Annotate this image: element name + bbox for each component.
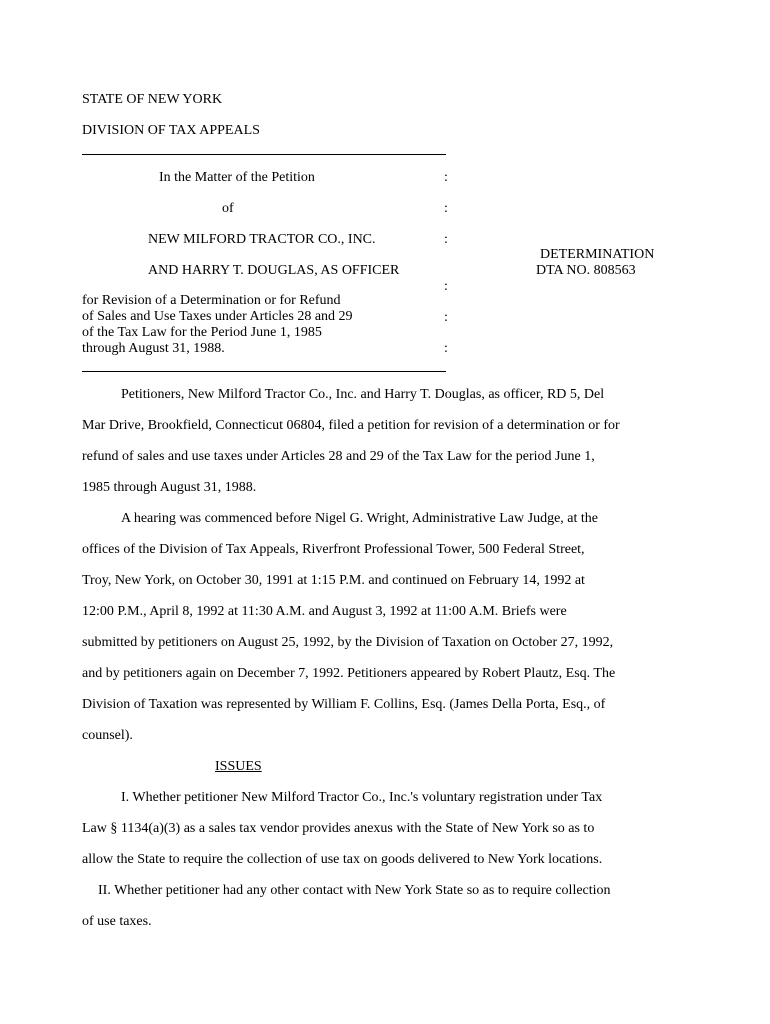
state-heading: STATE OF NEW YORK [82,92,223,107]
division-heading: DIVISION OF TAX APPEALS [82,123,260,138]
caption-petitioner-officer: AND HARRY T. DOUGLAS, AS OFFICER [148,263,400,278]
body-line: Troy, New York, on October 30, 1991 at 1:15 P.M. and continued on February 14, 1992 at [82,573,585,588]
body-line: Division of Taxation was represented by William F. Collins, Esq. (James Della Porta, Esq., of [82,697,606,712]
body-line: counsel). [82,728,133,743]
issue-line: I. Whether petitioner New Milford Tractor Co., Inc.'s voluntary registration under Tax [121,790,603,805]
caption-purpose [82,293,353,357]
caption-colon: : [444,170,448,185]
caption-purpose-line: of the Tax Law for the Period June 1, 1985 [82,325,322,340]
issue-line: of use taxes. [82,914,152,929]
caption-top-rule [82,154,446,155]
caption-petitioner-company: NEW MILFORD TRACTOR CO., INC. [148,232,376,247]
caption-colon: : [444,341,448,356]
body-line: 1985 through August 31, 1988. [82,480,257,495]
caption-colon: : [444,279,448,294]
caption-purpose-line: of Sales and Use Taxes under Articles 28 and 29 [82,309,353,324]
body-line: and by petitioners again on December 7, 1992. Petitioners appeared by Robert Plautz, Esq. The [82,666,616,681]
issues-heading: ISSUES [215,759,262,774]
caption-matter: In the Matter of the Petition [159,170,315,185]
caption-purpose-line: through August 31, 1988. [82,341,225,356]
caption-bottom-rule [82,371,446,372]
issue-line: Law § 1134(a)(3) as a sales tax vendor provides anexus with the State of New York so as to [82,821,595,836]
body-line: Mar Drive, Brookfield, Connecticut 06804, filed a petition for revision of a determination or for [82,418,620,433]
body-line: submitted by petitioners on August 25, 1992, by the Division of Taxation on October 27, 1992, [82,635,614,650]
caption-colon: : [444,310,448,325]
caption-of: of [222,201,234,216]
determination-title: DETERMINATION [540,247,655,262]
issue-line: allow the State to require the collection of use tax on goods delivered to New York locations. [82,852,603,867]
determination-number: DTA NO. 808563 [536,263,636,278]
body-line: offices of the Division of Tax Appeals, Riverfront Professional Tower, 500 Federal Street, [82,542,585,557]
issue-line: II. Whether petitioner had any other contact with New York State so as to require collection [98,883,611,898]
body-line: A hearing was commenced before Nigel G. Wright, Administrative Law Judge, at the [121,511,598,526]
body-line: refund of sales and use taxes under Articles 28 and 29 of the Tax Law for the period June 1, [82,449,595,464]
caption-purpose-line: for Revision of a Determination or for Refund [82,293,341,308]
caption-colon: : [444,201,448,216]
body-line: 12:00 P.M., April 8, 1992 at 11:30 A.M. and August 3, 1992 at 11:00 A.M. Briefs were [82,604,567,619]
body-line: Petitioners, New Milford Tractor Co., Inc. and Harry T. Douglas, as officer, RD 5, Del [121,387,605,402]
caption-colon: : [444,232,448,247]
